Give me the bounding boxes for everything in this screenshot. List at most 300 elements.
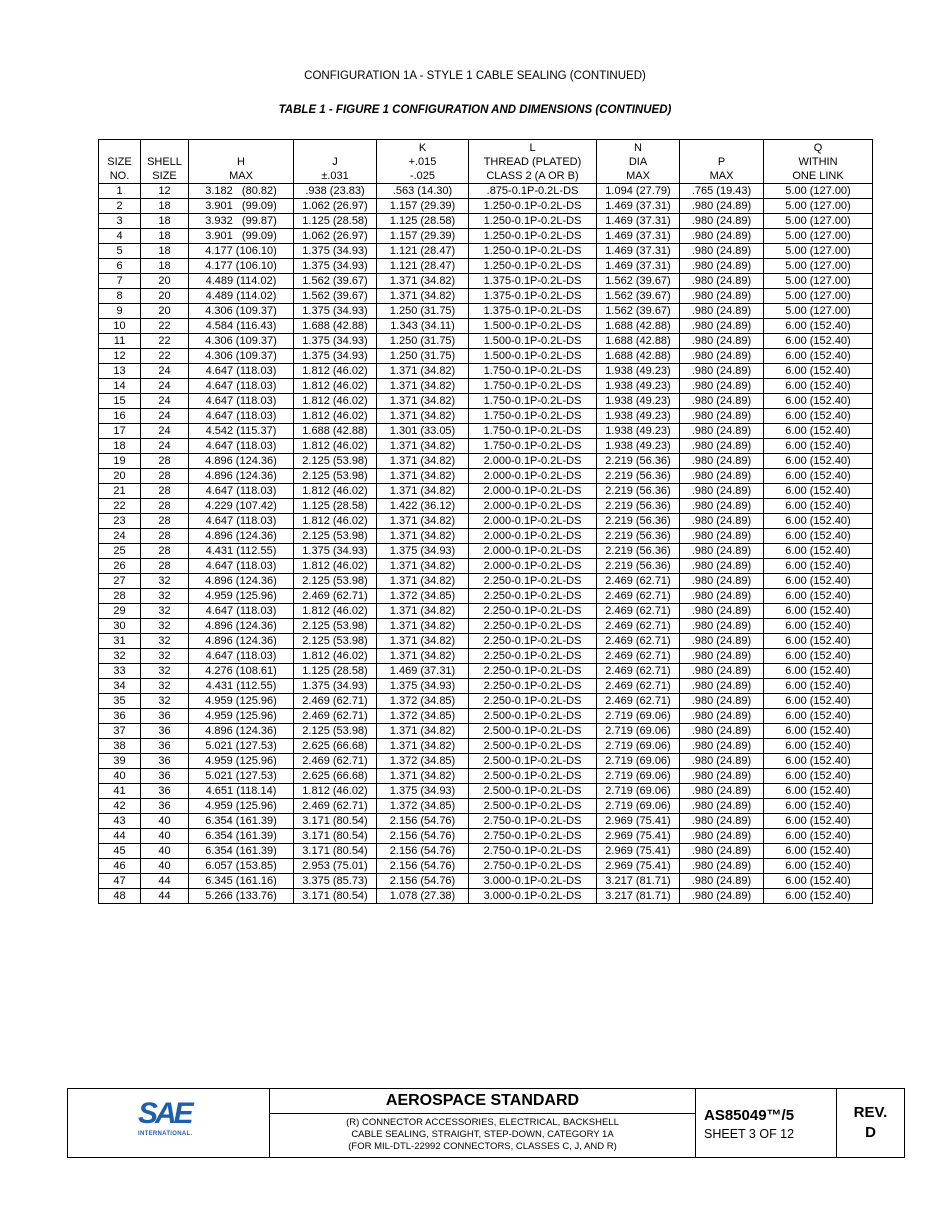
table-cell: 20 <box>141 274 189 289</box>
table-cell: .980 (24.89) <box>680 244 764 259</box>
table-cell: 4.306 (109.37) <box>189 349 294 364</box>
table-cell: 1.812 (46.02) <box>294 649 377 664</box>
table-cell: 6.354 (161.39) <box>189 844 294 859</box>
table-cell: .980 (24.89) <box>680 199 764 214</box>
table-row <box>99 634 873 649</box>
table-cell: 2.500-0.1P-0.2L-DS <box>469 739 597 754</box>
table-cell: 6.00 (152.40) <box>764 889 873 904</box>
table-cell: 40 <box>99 769 141 784</box>
table-cell: 1.371 (34.82) <box>377 439 469 454</box>
table-cell: 5 <box>99 244 141 259</box>
table-cell: 2.000-0.1P-0.2L-DS <box>469 544 597 559</box>
column-header-line: J <box>332 156 338 168</box>
table-cell: 1.157 (29.39) <box>377 199 469 214</box>
table-cell: 44 <box>141 889 189 904</box>
table-cell: 2.219 (56.36) <box>597 514 680 529</box>
table-cell: 1.157 (29.39) <box>377 229 469 244</box>
table-cell: 1.250-0.1P-0.2L-DS <box>469 229 597 244</box>
table-cell: 30 <box>99 619 141 634</box>
table-cell: 14 <box>99 379 141 394</box>
table-cell: 1.125 (28.58) <box>377 214 469 229</box>
table-row <box>99 259 873 274</box>
table-cell: 4.959 (125.96) <box>189 754 294 769</box>
table-row <box>99 289 873 304</box>
table-cell: .980 (24.89) <box>680 874 764 889</box>
table-cell: 1.375 (34.93) <box>294 304 377 319</box>
table-cell: 39 <box>99 754 141 769</box>
table-row <box>99 649 873 664</box>
table-cell: 1.422 (36.12) <box>377 499 469 514</box>
table-cell: .980 (24.89) <box>680 604 764 619</box>
table-cell: 6.00 (152.40) <box>764 694 873 709</box>
table-cell: 24 <box>141 379 189 394</box>
column-header-line: ±.031 <box>321 170 349 182</box>
table-cell: .980 (24.89) <box>680 274 764 289</box>
table-row <box>99 799 873 814</box>
table-cell: 5.00 (127.00) <box>764 259 873 274</box>
table-row <box>99 439 873 454</box>
table-cell: 40 <box>141 859 189 874</box>
table-cell: 32 <box>141 649 189 664</box>
table-cell: .980 (24.89) <box>680 484 764 499</box>
table-row <box>99 454 873 469</box>
column-header-line: L <box>529 142 536 154</box>
table-cell: 4.276 (108.61) <box>189 664 294 679</box>
table-cell: 2.250-0.1P-0.2L-DS <box>469 649 597 664</box>
table-row <box>99 394 873 409</box>
table-cell: 2.250-0.1P-0.2L-DS <box>469 574 597 589</box>
standard-cell <box>270 1089 696 1157</box>
table-cell: 28 <box>141 529 189 544</box>
table-cell: 2.000-0.1P-0.2L-DS <box>469 454 597 469</box>
table-cell: 1.372 (34.85) <box>377 694 469 709</box>
table-cell: 1.562 (39.67) <box>294 274 377 289</box>
table-cell: 1.688 (42.88) <box>597 319 680 334</box>
table-cell: 4.306 (109.37) <box>189 304 294 319</box>
table-cell: 1.812 (46.02) <box>294 484 377 499</box>
table-cell: 4.647 (118.03) <box>189 364 294 379</box>
table-cell: .980 (24.89) <box>680 799 764 814</box>
table-cell: 21 <box>99 484 141 499</box>
table-cell: 2.500-0.1P-0.2L-DS <box>469 799 597 814</box>
table-cell: 6.057 (153.85) <box>189 859 294 874</box>
table-cell: 22 <box>141 319 189 334</box>
table-cell: 32 <box>141 604 189 619</box>
standard-description <box>270 1117 695 1153</box>
table-cell: 1.375 (34.93) <box>294 679 377 694</box>
table-cell: 5.00 (127.00) <box>764 304 873 319</box>
table-cell: 1.371 (34.82) <box>377 454 469 469</box>
table-cell: 5.00 (127.00) <box>764 229 873 244</box>
table-cell: 37 <box>99 724 141 739</box>
table-row <box>99 589 873 604</box>
table-header-row <box>99 140 873 184</box>
table-cell: 28 <box>141 559 189 574</box>
table-cell: 1.371 (34.82) <box>377 649 469 664</box>
table-cell: 4.584 (116.43) <box>189 319 294 334</box>
table-cell: 6.00 (152.40) <box>764 784 873 799</box>
table-cell: 4.959 (125.96) <box>189 709 294 724</box>
table-cell: 2.469 (62.71) <box>597 649 680 664</box>
table-cell: 2.000-0.1P-0.2L-DS <box>469 499 597 514</box>
table-cell: 2 <box>99 199 141 214</box>
column-header-line: H <box>237 156 245 168</box>
table-cell: .563 (14.30) <box>377 184 469 199</box>
table-cell: 2.156 (54.76) <box>377 814 469 829</box>
table-cell: 17 <box>99 424 141 439</box>
table-cell: 1.371 (34.82) <box>377 469 469 484</box>
table-cell: .980 (24.89) <box>680 784 764 799</box>
table-cell: .980 (24.89) <box>680 679 764 694</box>
table-cell: 6.00 (152.40) <box>764 364 873 379</box>
table-cell: .980 (24.89) <box>680 814 764 829</box>
table-cell: 2.500-0.1P-0.2L-DS <box>469 724 597 739</box>
table-cell: 6.00 (152.40) <box>764 814 873 829</box>
table-cell: 6.00 (152.40) <box>764 829 873 844</box>
table-cell: 1 <box>99 184 141 199</box>
table-cell: 1.371 (34.82) <box>377 409 469 424</box>
table-cell: 1.812 (46.02) <box>294 514 377 529</box>
table-cell: 32 <box>141 589 189 604</box>
table-row <box>99 364 873 379</box>
column-header-line: P <box>717 156 726 168</box>
table-cell: 1.500-0.1P-0.2L-DS <box>469 319 597 334</box>
table-cell: 5.00 (127.00) <box>764 199 873 214</box>
table-cell: 3.182 (80.82) <box>189 184 294 199</box>
table-body <box>99 184 873 904</box>
table-cell: 2.219 (56.36) <box>597 484 680 499</box>
table-cell: 29 <box>99 604 141 619</box>
table-cell: 2.750-0.1P-0.2L-DS <box>469 859 597 874</box>
table-cell: 1.469 (37.31) <box>377 664 469 679</box>
table-cell: 46 <box>99 859 141 874</box>
table-cell: 11 <box>99 334 141 349</box>
table-cell: .980 (24.89) <box>680 829 764 844</box>
table-cell: .980 (24.89) <box>680 409 764 424</box>
table-cell: 27 <box>99 574 141 589</box>
table-cell: 28 <box>99 589 141 604</box>
table-cell: 1.371 (34.82) <box>377 634 469 649</box>
table-cell: 1.371 (34.82) <box>377 739 469 754</box>
table-cell: 1.371 (34.82) <box>377 289 469 304</box>
table-row <box>99 214 873 229</box>
table-cell: 1.750-0.1P-0.2L-DS <box>469 379 597 394</box>
document-cell <box>696 1089 837 1157</box>
table-cell: 28 <box>141 514 189 529</box>
table-cell: 10 <box>99 319 141 334</box>
table-cell: 3.217 (81.71) <box>597 874 680 889</box>
column-header-line: +.015 <box>408 156 437 168</box>
table-row <box>99 844 873 859</box>
table-cell: 2.469 (62.71) <box>597 694 680 709</box>
table-cell: 2.469 (62.71) <box>597 634 680 649</box>
table-cell: 1.375-0.1P-0.2L-DS <box>469 304 597 319</box>
table-cell: 18 <box>99 439 141 454</box>
table-cell: .980 (24.89) <box>680 379 764 394</box>
dimensions-table <box>98 139 873 904</box>
table-cell: .980 (24.89) <box>680 739 764 754</box>
table-cell: 3.217 (81.71) <box>597 889 680 904</box>
table-cell: 1.812 (46.02) <box>294 364 377 379</box>
table-cell: 3.932 (99.87) <box>189 214 294 229</box>
table-cell: 45 <box>99 844 141 859</box>
table-cell: 4.177 (106.10) <box>189 244 294 259</box>
table-cell: 6.354 (161.39) <box>189 814 294 829</box>
table-cell: 1.469 (37.31) <box>597 214 680 229</box>
table-cell: 2.219 (56.36) <box>597 559 680 574</box>
table-cell: 1.250 (31.75) <box>377 349 469 364</box>
table-cell: 2.156 (54.76) <box>377 859 469 874</box>
table-cell: 2.469 (62.71) <box>294 799 377 814</box>
table-cell: 3.000-0.1P-0.2L-DS <box>469 889 597 904</box>
table-cell: 15 <box>99 394 141 409</box>
table-cell: 1.371 (34.82) <box>377 484 469 499</box>
revision-value: D <box>865 1124 876 1141</box>
table-row <box>99 379 873 394</box>
table-cell: 1.375 (34.93) <box>294 334 377 349</box>
table-cell: 6.00 (152.40) <box>764 499 873 514</box>
table-cell: 1.372 (34.85) <box>377 589 469 604</box>
table-cell: 1.812 (46.02) <box>294 409 377 424</box>
table-cell: 3.171 (80.54) <box>294 844 377 859</box>
table-cell: 1.688 (42.88) <box>597 334 680 349</box>
table-cell: .980 (24.89) <box>680 259 764 274</box>
table-row <box>99 814 873 829</box>
table-cell: 41 <box>99 784 141 799</box>
table-cell: .980 (24.89) <box>680 589 764 604</box>
table-cell: .980 (24.89) <box>680 559 764 574</box>
table-cell: 28 <box>141 454 189 469</box>
column-header <box>141 140 189 184</box>
table-cell: 22 <box>99 499 141 514</box>
table-cell: 1.371 (34.82) <box>377 559 469 574</box>
column-header-line: MAX <box>229 170 253 182</box>
table-cell: .980 (24.89) <box>680 574 764 589</box>
table-cell: 20 <box>141 304 189 319</box>
table-cell: .980 (24.89) <box>680 469 764 484</box>
table-cell: 1.371 (34.82) <box>377 769 469 784</box>
table-cell: 1.372 (34.85) <box>377 709 469 724</box>
column-header-line: CLASS 2 (A OR B) <box>486 170 579 182</box>
table-cell: .980 (24.89) <box>680 319 764 334</box>
table-cell: .980 (24.89) <box>680 664 764 679</box>
table-row <box>99 334 873 349</box>
table-cell: .980 (24.89) <box>680 844 764 859</box>
table-cell: 36 <box>141 769 189 784</box>
table-cell: 1.812 (46.02) <box>294 439 377 454</box>
table-cell: 6.00 (152.40) <box>764 634 873 649</box>
table-cell: 2.469 (62.71) <box>597 589 680 604</box>
table-cell: 36 <box>141 784 189 799</box>
table-cell: 6.00 (152.40) <box>764 379 873 394</box>
table-cell: .980 (24.89) <box>680 334 764 349</box>
table-cell: 6.00 (152.40) <box>764 319 873 334</box>
table-cell: 4.647 (118.03) <box>189 649 294 664</box>
table-cell: .980 (24.89) <box>680 859 764 874</box>
column-header <box>597 140 680 184</box>
table-cell: .980 (24.89) <box>680 499 764 514</box>
table-row <box>99 574 873 589</box>
table-cell: 6.00 (152.40) <box>764 424 873 439</box>
table-cell: 4.959 (125.96) <box>189 694 294 709</box>
table-cell: 1.371 (34.82) <box>377 619 469 634</box>
table-cell: .980 (24.89) <box>680 634 764 649</box>
table-cell: 20 <box>141 289 189 304</box>
table-cell: 2.469 (62.71) <box>294 694 377 709</box>
table-cell: 2.250-0.1P-0.2L-DS <box>469 604 597 619</box>
table-cell: 18 <box>141 244 189 259</box>
table-cell: 2.125 (53.98) <box>294 529 377 544</box>
table-cell: 43 <box>99 814 141 829</box>
table-cell: 36 <box>141 799 189 814</box>
column-header-line: SHELL <box>147 156 182 168</box>
column-header <box>377 140 469 184</box>
table-cell: 2.469 (62.71) <box>597 619 680 634</box>
table-cell: .980 (24.89) <box>680 424 764 439</box>
table-cell: 1.371 (34.82) <box>377 379 469 394</box>
table-cell: 26 <box>99 559 141 574</box>
column-header-line: WITHIN <box>798 156 838 168</box>
table-cell: 24 <box>141 424 189 439</box>
table-cell: 32 <box>141 619 189 634</box>
table-row <box>99 709 873 724</box>
table-cell: 1.125 (28.58) <box>294 664 377 679</box>
table-cell: 9 <box>99 304 141 319</box>
table-cell: 2.500-0.1P-0.2L-DS <box>469 769 597 784</box>
table-cell: 1.375 (34.93) <box>294 244 377 259</box>
table-cell: 6.00 (152.40) <box>764 484 873 499</box>
table-cell: 1.250-0.1P-0.2L-DS <box>469 214 597 229</box>
table-cell: 2.469 (62.71) <box>597 604 680 619</box>
table-cell: 1.121 (28.47) <box>377 244 469 259</box>
table-cell: 6.00 (152.40) <box>764 724 873 739</box>
table-row <box>99 724 873 739</box>
table-cell: .980 (24.89) <box>680 724 764 739</box>
table-cell: 2.500-0.1P-0.2L-DS <box>469 754 597 769</box>
column-header <box>294 140 377 184</box>
table-cell: 38 <box>99 739 141 754</box>
table-cell: .980 (24.89) <box>680 514 764 529</box>
table-cell: 1.938 (49.23) <box>597 364 680 379</box>
table-cell: 18 <box>141 259 189 274</box>
table-cell: 2.469 (62.71) <box>294 709 377 724</box>
table-cell: 4.647 (118.03) <box>189 484 294 499</box>
table-cell: 4.647 (118.03) <box>189 379 294 394</box>
table-row <box>99 244 873 259</box>
table-cell: 1.688 (42.88) <box>597 349 680 364</box>
table-cell: 2.250-0.1P-0.2L-DS <box>469 664 597 679</box>
table-cell: 1.125 (28.58) <box>294 499 377 514</box>
column-header-line: MAX <box>709 170 734 182</box>
table-cell: .980 (24.89) <box>680 229 764 244</box>
table-cell: 6.00 (152.40) <box>764 559 873 574</box>
table-cell: 32 <box>141 664 189 679</box>
table-cell: 1.750-0.1P-0.2L-DS <box>469 439 597 454</box>
table-cell: 28 <box>141 499 189 514</box>
table-cell: 2.469 (62.71) <box>294 754 377 769</box>
column-header <box>680 140 764 184</box>
table-cell: 6.00 (152.40) <box>764 529 873 544</box>
table-cell: 18 <box>141 214 189 229</box>
table-cell: 6.00 (152.40) <box>764 619 873 634</box>
table-row <box>99 829 873 844</box>
table-cell: 2.719 (69.06) <box>597 784 680 799</box>
table-cell: 3.901 (99.09) <box>189 199 294 214</box>
table-cell: 1.812 (46.02) <box>294 379 377 394</box>
table-cell: 44 <box>141 874 189 889</box>
table-cell: 24 <box>141 409 189 424</box>
table-cell: 2.719 (69.06) <box>597 754 680 769</box>
table-cell: 1.371 (34.82) <box>377 274 469 289</box>
table-cell: 1.372 (34.85) <box>377 799 469 814</box>
table-cell: 3.901 (99.09) <box>189 229 294 244</box>
table-cell: .938 (23.83) <box>294 184 377 199</box>
table-cell: 4.229 (107.42) <box>189 499 294 514</box>
table-cell: 4.306 (109.37) <box>189 334 294 349</box>
configuration-heading: CONFIGURATION 1A - STYLE 1 CABLE SEALING (CONTINUED) <box>304 70 646 82</box>
table-cell: 20 <box>99 469 141 484</box>
table-cell: 2.625 (66.68) <box>294 769 377 784</box>
table-cell: 6.00 (152.40) <box>764 454 873 469</box>
table-row <box>99 859 873 874</box>
table-cell: 4 <box>99 229 141 244</box>
table-cell: 2.000-0.1P-0.2L-DS <box>469 559 597 574</box>
table-cell: 1.469 (37.31) <box>597 199 680 214</box>
table-cell: 2.156 (54.76) <box>377 874 469 889</box>
table-row <box>99 544 873 559</box>
sheet-number: SHEET 3 OF 12 <box>704 1127 795 1141</box>
table-cell: .980 (24.89) <box>680 619 764 634</box>
table-cell: 6.00 (152.40) <box>764 469 873 484</box>
table-cell: 16 <box>99 409 141 424</box>
table-row <box>99 499 873 514</box>
table-cell: 5.00 (127.00) <box>764 289 873 304</box>
table-row <box>99 889 873 904</box>
table-cell: 1.301 (33.05) <box>377 424 469 439</box>
table-row <box>99 784 873 799</box>
table-cell: .980 (24.89) <box>680 214 764 229</box>
table-cell: 2.719 (69.06) <box>597 709 680 724</box>
table-cell: 1.375 (34.93) <box>377 679 469 694</box>
table-row <box>99 319 873 334</box>
table-cell: 1.562 (39.67) <box>294 289 377 304</box>
table-cell: 1.375-0.1P-0.2L-DS <box>469 274 597 289</box>
table-cell: 22 <box>141 349 189 364</box>
table-cell: 4.431 (112.55) <box>189 544 294 559</box>
table-cell: 2.000-0.1P-0.2L-DS <box>469 529 597 544</box>
table-cell: 4.896 (124.36) <box>189 724 294 739</box>
table-row <box>99 739 873 754</box>
table-cell: .980 (24.89) <box>680 349 764 364</box>
table-cell: 23 <box>99 514 141 529</box>
table-cell: 6.00 (152.40) <box>764 874 873 889</box>
description-line: (R) CONNECTOR ACCESSORIES, ELECTRICAL, BACKSHELL <box>346 1117 619 1128</box>
table-cell: 1.688 (42.88) <box>294 424 377 439</box>
table-row <box>99 424 873 439</box>
table-cell: 40 <box>141 844 189 859</box>
table-cell: 1.371 (34.82) <box>377 724 469 739</box>
table-cell: 1.750-0.1P-0.2L-DS <box>469 424 597 439</box>
column-header-line: K <box>418 142 427 154</box>
table-cell: 47 <box>99 874 141 889</box>
table-cell: .980 (24.89) <box>680 439 764 454</box>
table-cell: 1.500-0.1P-0.2L-DS <box>469 334 597 349</box>
table-cell: 2.719 (69.06) <box>597 739 680 754</box>
table-cell: 28 <box>141 544 189 559</box>
revision-cell <box>837 1089 904 1157</box>
table-cell: 12 <box>99 349 141 364</box>
table-cell: 4.647 (118.03) <box>189 394 294 409</box>
